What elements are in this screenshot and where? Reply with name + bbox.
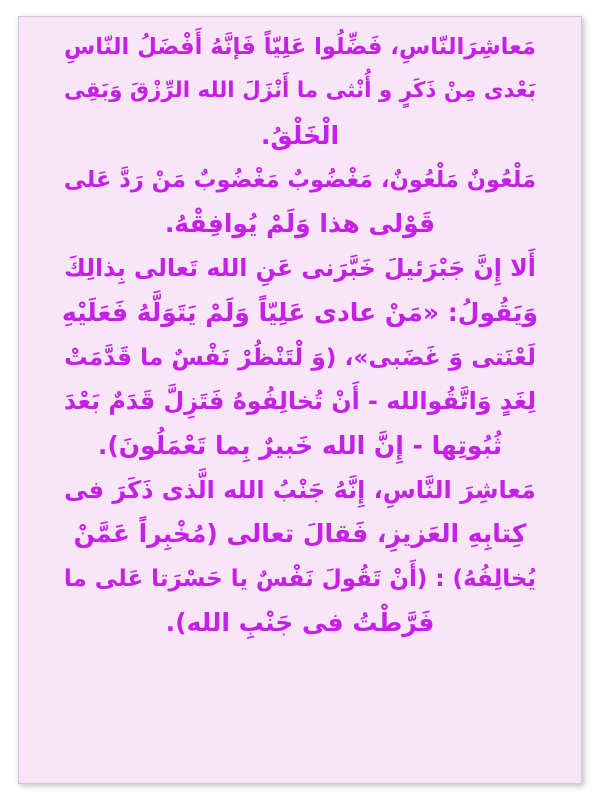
text-line: مَعاشِرَ النَّاسِ، إِنَّهُ جَنْبُ الله الَّذی ذَكَرَ فی [64, 475, 536, 504]
text-line: لَعْنَتی وَ غَضَبی»، (وَ لْتَنْظُرْ نَفْسٌ ما قَدَّمَتْ [64, 343, 536, 372]
text-line: بَعْدی مِنْ ذَكَرٍ و أُنْثی ما أَنْزَلَ الله الرِّزْقَ وَبَقِی [63, 78, 537, 104]
text-line: فَرَّطْتُ فی جَنْبِ الله). [165, 607, 435, 637]
text-line: أَلا إِنَّ جَبْرَئیلَ خَبَّرَنی عَنِ الله تَعالی بِذالِكَ [64, 254, 536, 283]
text-line: الْخَلْقُ. [260, 120, 340, 150]
text-line: یُخالِفُهُ) : (أَنْ تَقُولَ نَفْسٌ یا حَسْرَتا عَلی ما [63, 565, 537, 592]
text-line: ثُبُوتِها - إِنَّ الله خَبیرٌ بِما تَعْمَلُونَ). [97, 430, 503, 460]
text-line: كِتابِهِ العَزیزِ، فَقالَ تعالی (مُخْبِراً عَمَّنْ [73, 519, 527, 549]
text-line: قَوْلی هذا وَلَمْ یُوافِقْهُ. [164, 209, 436, 239]
text-line: مَعاشِرَالنّاسِ، فَضِّلُوا عَلِیّاً فَإنَّهُ أَفْضَلُ النّاسِ [64, 34, 536, 60]
text-line: لِغَدٍ وَاتَّقُوالله - أَنْ تُخالِفُوهُ فَتَزِلَّ قَدَمٌ بَعْدَ [63, 387, 537, 416]
sermon-text [59, 25, 541, 645]
text-page [18, 16, 582, 784]
text-line: مَلْعُونٌ مَلْعُونٌ، مَغْضُوبٌ مَغْضُوبٌ مَنْ رَدَّ عَلی [63, 166, 537, 193]
text-line: وَیَقُولُ: «مَنْ عادی عَلِیّاً وَلَمْ یَتَوَلَّهُ فَعَلَیْهِ [61, 297, 539, 327]
